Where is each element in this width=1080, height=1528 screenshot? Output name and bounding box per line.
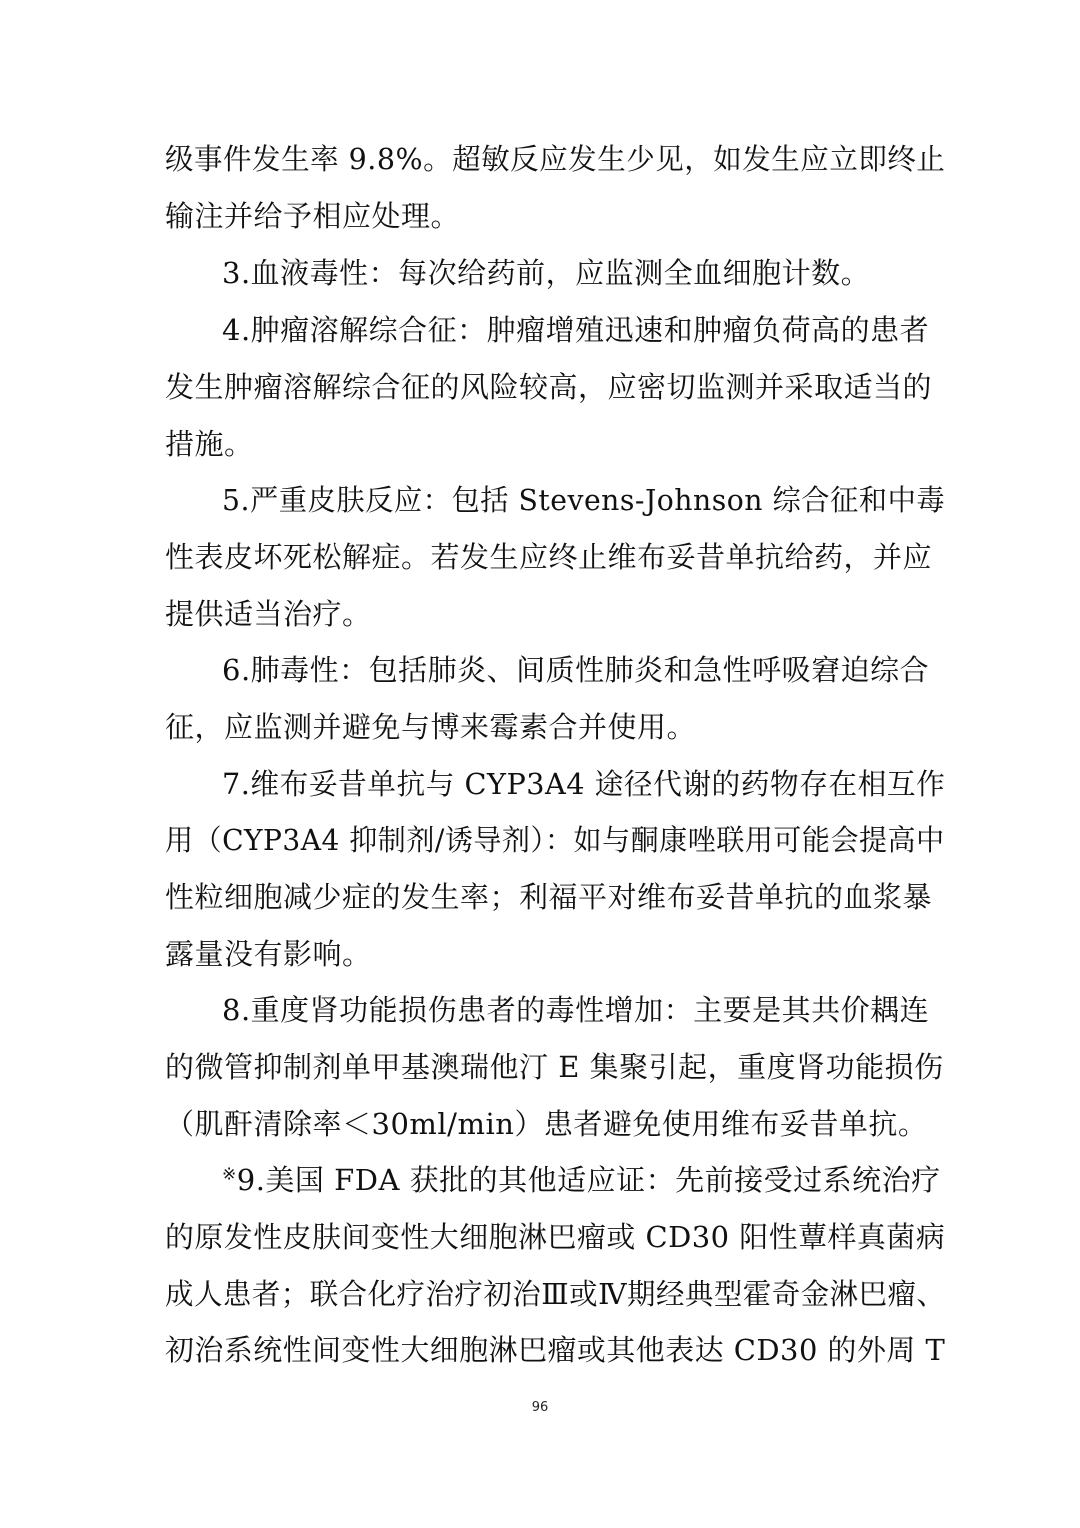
text-line-9: 提供适当治疗。 [165, 597, 372, 631]
text-line-11: 征，应监测并避免与博来霉素合并使用。 [165, 710, 697, 744]
text-line-1: 级事件发生率 9.8%。超敏反应发生少见，如发生应立即终止 [165, 142, 946, 176]
text-line-3: 3.血液毒性：每次给药前，应监测全血细胞计数。 [222, 256, 871, 290]
note-mark: ※ [222, 1164, 237, 1185]
text-line-8: 性表皮坏死松解症。若发生应终止维布妥昔单抗给药，并应 [165, 540, 933, 574]
text-line-22: 初治系统性间变性大细胞淋巴瘤或其他表达 CD30 的外周 T [165, 1333, 946, 1367]
text-line-19 [222, 1160, 941, 1200]
text-line-15: 露量没有影响。 [165, 937, 372, 971]
text-line-17: 的微管抑制剂单甲基澳瑞他汀 E 集聚引起，重度肾功能损伤 [165, 1050, 944, 1084]
text-line-10: 6.肺毒性：包括肺炎、间质性肺炎和急性呼吸窘迫综合 [222, 653, 930, 687]
text-line-4: 4.肿瘤溶解综合征：肿瘤增殖迅速和肿瘤负荷高的患者 [222, 313, 930, 347]
text-line-16: 8.重度肾功能损伤患者的毒性增加：主要是其共价耦连 [222, 993, 930, 1027]
text-line-6: 措施。 [165, 427, 254, 461]
text-line-14: 性粒细胞减少症的发生率；利福平对维布妥昔单抗的血浆暴 [165, 880, 933, 914]
text-line-12: 7.维布妥昔单抗与 CYP3A4 途径代谢的药物存在相互作 [222, 767, 946, 801]
text-line-21: 成人患者；联合化疗治疗初治Ⅲ或Ⅳ期经典型霍奇金淋巴瘤、 [165, 1277, 946, 1311]
text-line-5: 发生肿瘤溶解综合征的风险较高，应密切监测并采取适当的 [165, 370, 933, 404]
text-line-7: 5.严重皮肤反应：包括 Stevens-Johnson 综合征和中毒 [222, 483, 946, 517]
text-line-18: （肌酐清除率＜30ml/min）患者避免使用维布妥昔单抗。 [165, 1107, 928, 1141]
text-line-19-body: 9.美国 FDA 获批的其他适应证：先前接受过系统治疗 [236, 1163, 941, 1197]
text-line-13: 用（CYP3A4 抑制剂/诱导剂）：如与酮康唑联用可能会提高中 [165, 823, 945, 857]
text-line-2: 输注并给予相应处理。 [165, 199, 461, 233]
text-line-20: 的原发性皮肤间变性大细胞淋巴瘤或 CD30 阳性蕈样真菌病 [165, 1220, 946, 1254]
page-number: 96 [531, 1400, 549, 1415]
